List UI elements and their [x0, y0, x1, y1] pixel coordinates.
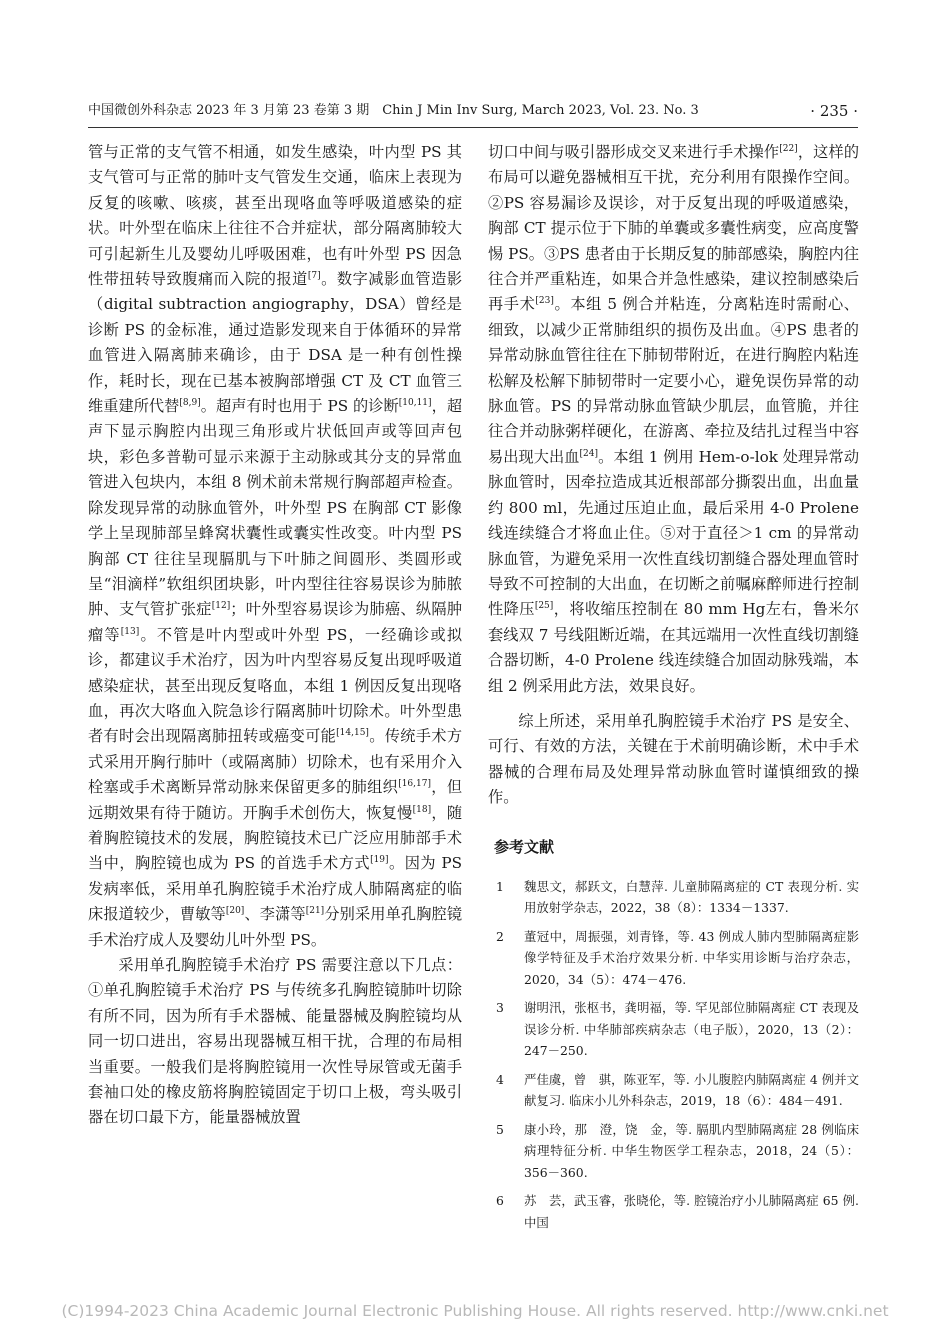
reference-item: [488, 997, 859, 1062]
reference-item: [488, 926, 859, 991]
reference-text: 魏思文，郝跃文，白慧萍. 儿童肺隔离症的 CT 表现分析. 实用放射学杂志，2022，38（8）：1334－1337.: [524, 878, 859, 916]
reference-text: 苏 芸，武玉睿，张晓伦，等. 腔镜治疗小儿肺隔离症 65 例. 中国: [524, 1193, 859, 1230]
citation[interactable]: [25]: [534, 601, 554, 612]
left-column: [88, 140, 462, 1131]
reference-item: [488, 1119, 859, 1184]
citation[interactable]: [19]: [370, 855, 389, 866]
journal-citation: 中国微创外科杂志 2023 年 3 月第 23 卷第 3 期 Chin J Min Inv Surg, March 2023, Vol. 23. No. 3: [88, 103, 699, 118]
citation[interactable]: [14,15]: [336, 728, 369, 739]
paragraph-diagnosis: 管与正常的支气管不相通，如发生感染，叶内型 PS 其支气管可与正常的肺叶支气管发生交通，临床上表现为反复的咳嗽、咳痰，甚至出现咯血等呼吸道感染的症状。叶外型在临床上往往不合并症状，部分隔离肺较大可引起新生儿及婴幼儿呼吸困难，也有叶外型 PS 因急性带扭转导致腹痛而入院的报道[7]。数字减影血管造影（digital subtraction angiography，DSA）曾经是诊断 PS 的金标准，通过造影发现来自于体循环的异常血管进入隔离肺来确诊，由于 DSA 是一种有创性操作，耗时长，现在已基本被胸部增强 CT 及 CT 血管三维重建所代替[8,9]。超声有时也用于 PS 的诊断[10,11]，超声下显示胸腔内出现三角形或片状低回声或等回声包块，彩色多普勒可显示来源于主动脉或其分支的异常血管进入包块内，本组 8 例术前未常规行胸部超声检查。除发现异常的动脉血管外，叶外型 PS 在胸部 CT 影像学上呈现肺部呈蜂窝状囊性或囊实性改变。叶内型 PS 胸部 CT 往往呈现膈肌与下叶肺之间圆形、类圆形或呈“泪滴样”软组织团块影，叶内型往往容易误诊为肺脓肿、支气管扩张症[12]；叶外型容易误诊为肺癌、纵隔肿瘤等[13]。不管是叶内型或叶外型 PS，一经确诊或拟诊，都建议手术治疗，因为叶内型容易反复出现呼吸道感染症状，甚至出现反复咯血，本组 1 例因反复出现咯血，再次大咯血入院急诊行隔离肺叶切除术。叶外型患者有时会出现隔离肺扭转或癌变可能[14,15]。传统手术方式采用开胸行肺叶（或隔离肺）切除术，也有采用介入栓塞或手术离断异常动脉来保留更多的肺组织[16,17]，但远期效果有待于随访。开胸手术创伤大，恢复慢[18]，随着胸腔镜技术的发展，胸腔镜技术已广泛应用肺部手术当中，胸腔镜也成为 PS 的首选手术方式[19]。因为 PS 发病率低，采用单孔胸腔镜手术治疗成人肺隔离症的临床报道较少，曹敏等[20]、李潇等[21]分别采用单孔胸腔镜手术治疗成人及婴幼儿叶外型 PS。: [88, 143, 463, 949]
page-number: · 235 ·: [810, 102, 858, 120]
citation[interactable]: [8,9]: [179, 398, 201, 409]
references-heading: 参考文献: [494, 837, 555, 856]
citation[interactable]: [24]: [579, 448, 598, 459]
right-column: [488, 140, 859, 1240]
copyright-footer: (C)1994-2023 China Academic Journal Electronic Publishing House. All rights reserved. http://www.cnki.net: [61, 1302, 889, 1320]
reference-text: 康小玲，那 澄，饶 金，等. 膈肌内型肺隔离症 28 例临床病理特征分析. 中华生物医学工程杂志，2018，24（5）：356－360.: [524, 1121, 859, 1180]
reference-number: 3: [496, 1000, 504, 1016]
reference-number: 2: [496, 928, 504, 944]
citation[interactable]: [13]: [120, 626, 140, 637]
reference-item: [488, 1190, 859, 1233]
reference-number: 1: [496, 878, 504, 894]
paragraph-surgical-notes-continued: 切口中间与吸引器形成交叉来进行手术操作[22]，这样的布局可以避免器械相互干扰，充分利用有限操作空间。②PS 容易漏诊及误诊，对于反复出现的呼吸道感染，胸部 CT 提示位于下肺的单囊或多囊性病变，应高度警惕 PS。③PS 患者由于长期反复的肺部感染，胸腔内往往合并严重粘连，如果合并急性感染，建议控制感染后再手术[23]。本组 5 例合并粘连，分离粘连时需耐心、细致，以减少正常肺组织的损伤及出血。④PS 患者的异常动脉血管往往在下肺韧带附近，在进行胸腔内粘连松解及松解下肺韧带时一定要小心，避免误伤异常的动脉血管。PS 的异常动脉血管缺少肌层，血管脆，并往往合并动脉粥样硬化，在游离、牵拉及结扎过程当中容易出现大出血[24]。本组 1 例用 Hem-o-lok 处理异常动脉血管时，因牵拉造成其近根部部分撕裂出血，出血量约 800 ml，先通过压迫止血，最后采用 4-0 Prolene 线连续缝合才将血止住。⑤对于直径＞1 cm 的异常动脉血管，为避免采用一次性直线切割缝合器处理血管时导致不可控制的大出血，在切断之前嘱麻醉师进行控制性降压[25]，将收缩压控制在 80 mm Hg左右，鲁米尔套线双 7 号线阻断近端，在其远端用一次性直线切割缝合器切断，4-0 Prolene 线连续缝合加固动脉残端，本组 2 例采用此方法，效果良好。: [488, 143, 860, 695]
citation[interactable]: [23]: [535, 296, 554, 307]
citation[interactable]: [20]: [225, 906, 245, 917]
citation[interactable]: [10,11]: [398, 398, 432, 409]
reference-number: 6: [496, 1193, 504, 1209]
citation[interactable]: [22]: [779, 144, 798, 154]
citation[interactable]: [12]: [211, 601, 231, 612]
header-rule: [88, 127, 858, 128]
citation[interactable]: [18]: [412, 804, 432, 815]
reference-item: [488, 876, 859, 919]
reference-number: 4: [496, 1071, 504, 1087]
paragraph-surgical-notes: 采用单孔胸腔镜手术治疗 PS 需要注意以下几点：①单孔胸腔镜手术治疗 PS 与传统多孔胸腔镜肺叶切除有所不同，因为所有手术器械、能量器械及胸腔镜均从同一切口进出，容易出现器械互相干扰，合理的布局相当重要。一般我们是将胸腔镜用一次性导尿管或无菌手套袖口处的橡皮筋将胸腔镜固定于切口上极，弯头吸引器在切口最下方，能量器械放置: [88, 956, 462, 1127]
citation[interactable]: [21]: [305, 906, 325, 917]
reference-text: 严佳虞，曾 骐，陈亚军，等. 小儿腹腔内肺隔离症 4 例并文献复习. 临床小儿外科杂志，2019，18（6）：484－491.: [524, 1071, 859, 1109]
citation[interactable]: [16,17]: [398, 779, 431, 790]
reference-number: 5: [496, 1121, 504, 1137]
citation[interactable]: [7]: [307, 271, 321, 282]
running-header: [88, 100, 858, 122]
reference-text: 谢明汛，张枢书，龚明福，等. 罕见部位肺隔离症 CT 表现及误诊分析. 中华肺部疾病杂志（电子版），2020，13（2）：247－250.: [524, 1000, 859, 1059]
reference-list: [488, 876, 859, 1234]
reference-item: [488, 1069, 859, 1112]
reference-text: 董冠中，周振强，刘青锋，等. 43 例成人肺内型肺隔离症影像学特征及手术治疗效果分析. 中华实用诊断与治疗杂志，2020，34（5）：474－476.: [524, 928, 859, 987]
paragraph-conclusion: 综上所述，采用单孔胸腔镜手术治疗 PS 是安全、可行、有效的方法，关键在于术前明确诊断，术中手术器械的合理布局及处理异常动脉血管时谨慎细致的操作。: [488, 711, 859, 807]
